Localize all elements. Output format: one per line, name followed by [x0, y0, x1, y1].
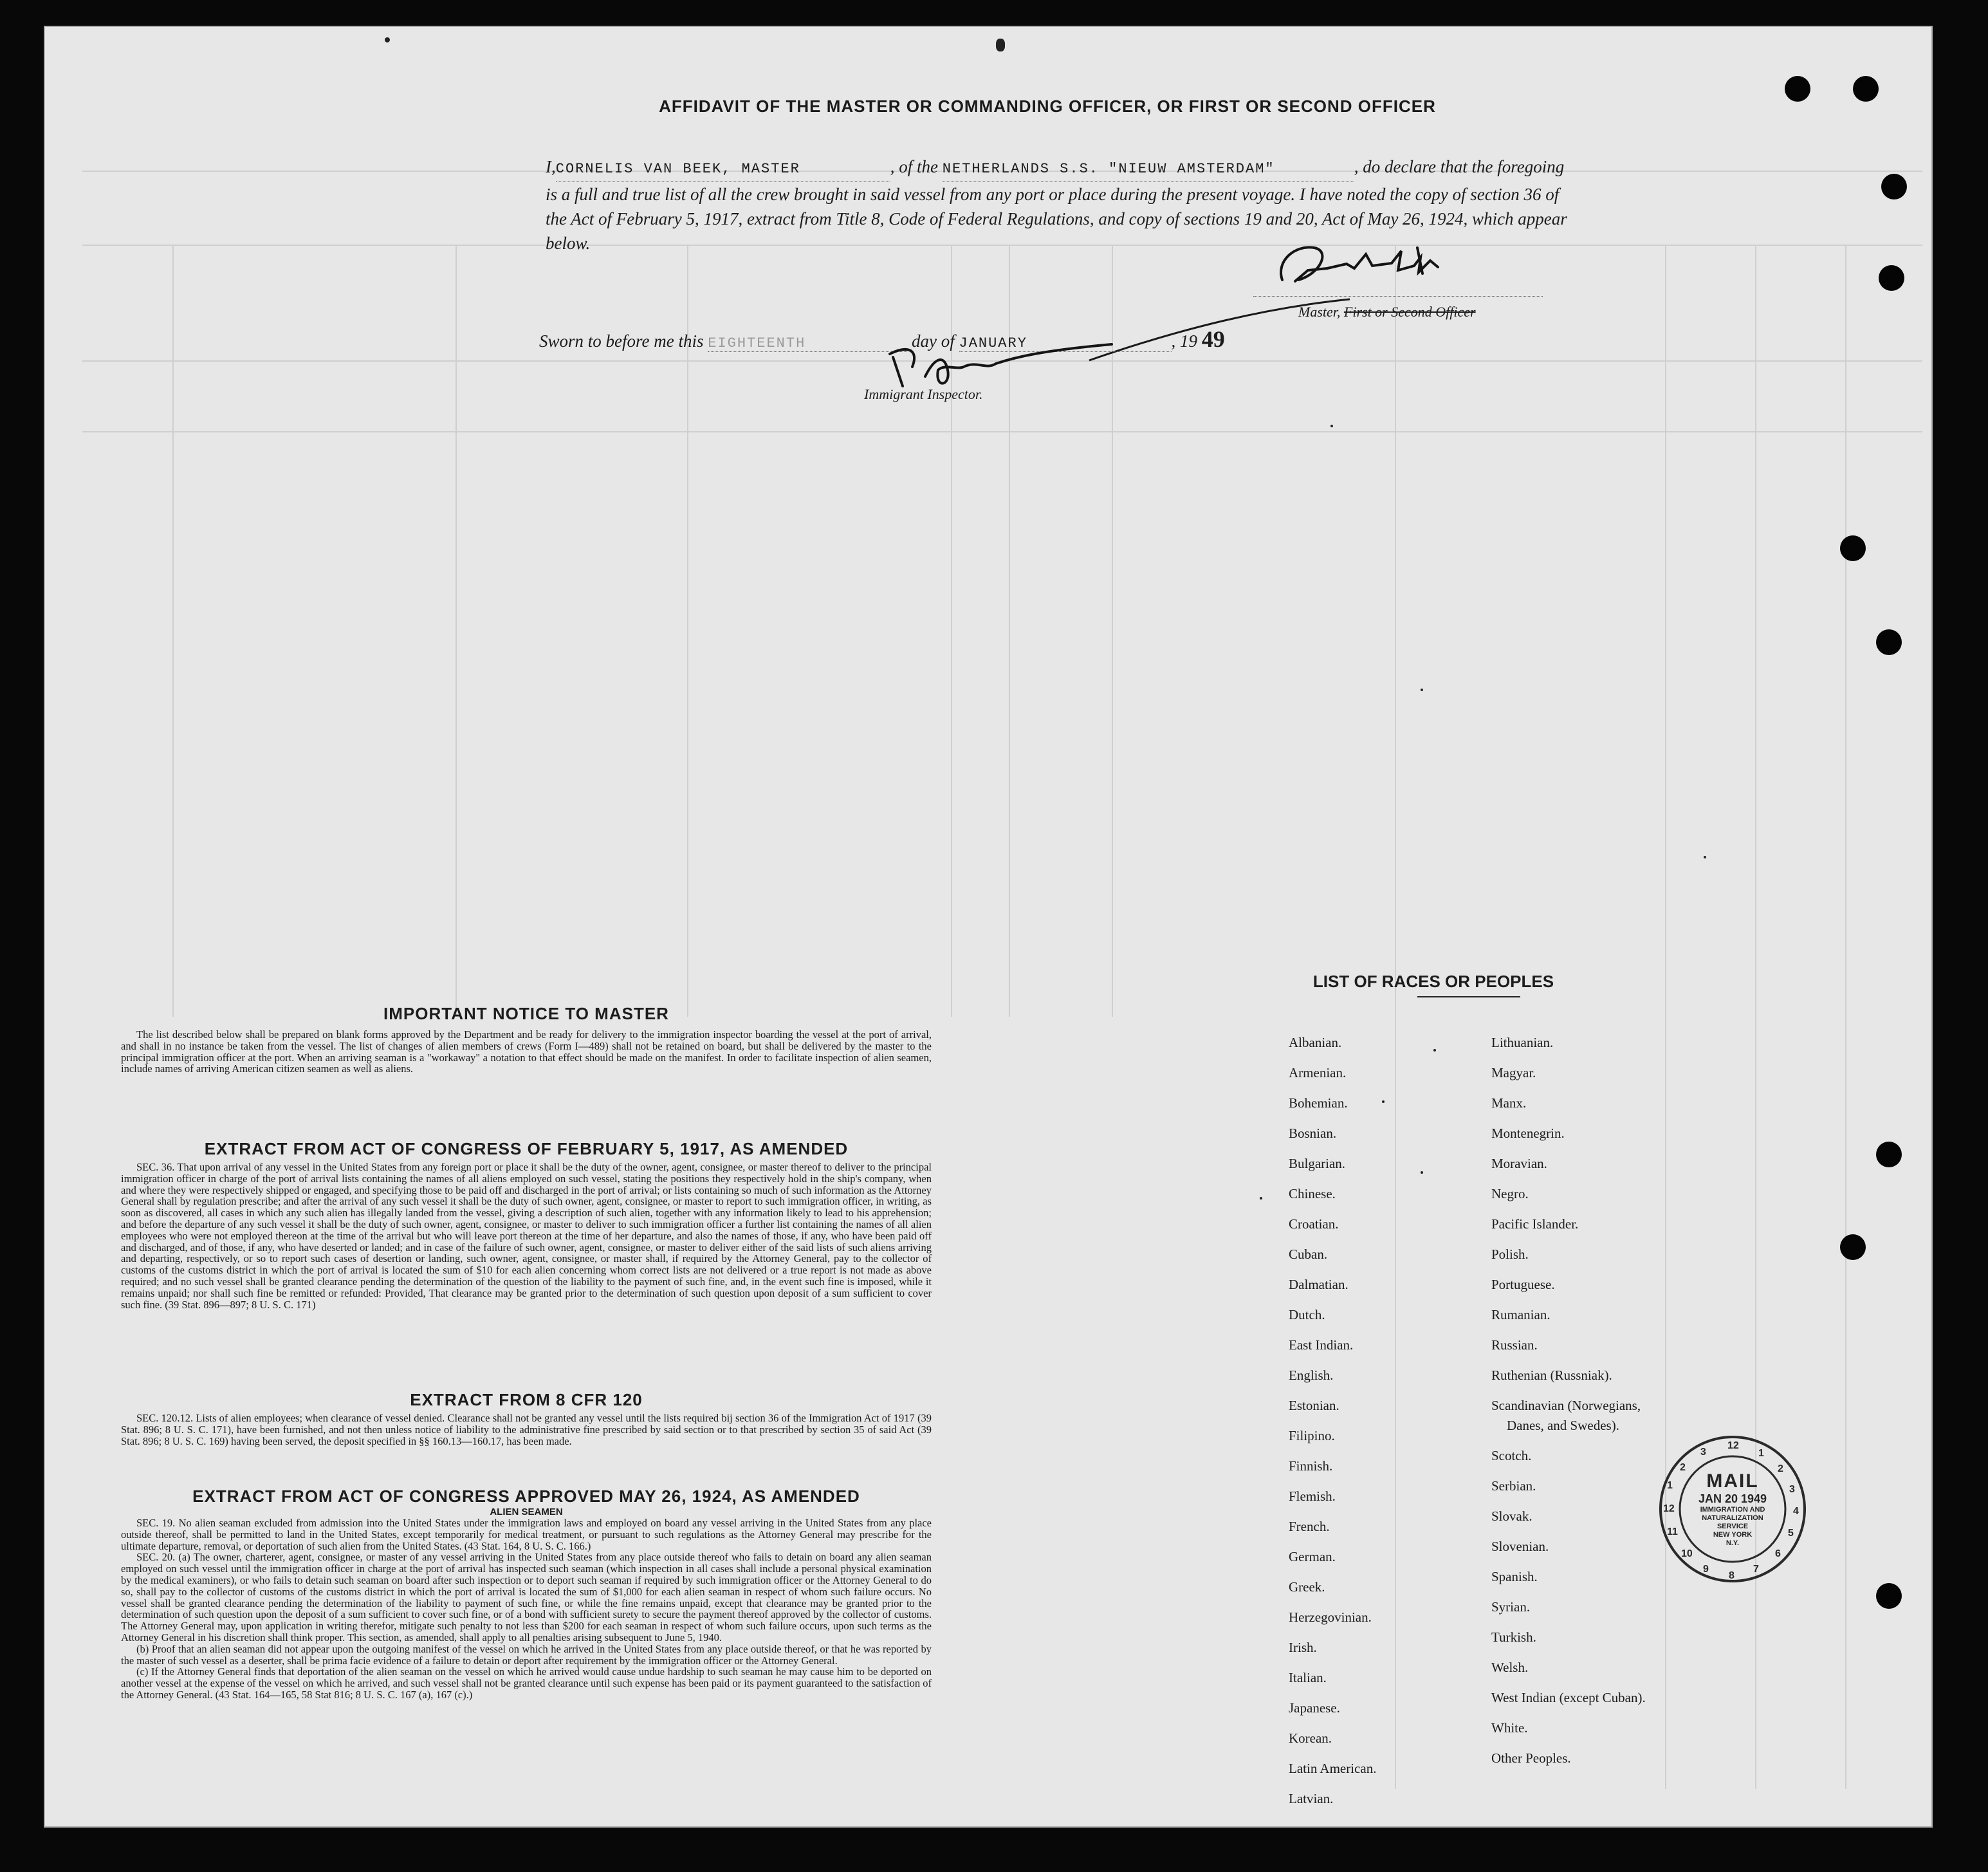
race-item: Welsh. — [1491, 1660, 1529, 1675]
binder-hole — [1881, 174, 1907, 199]
race-item: Slovenian. — [1491, 1539, 1549, 1554]
race-item: Spanish. — [1491, 1569, 1538, 1584]
svg-text:8: 8 — [1729, 1570, 1735, 1581]
year-prefix: , 19 — [1171, 331, 1197, 351]
declaration-body: that the foregoing is a full and true list of all the crew brought in said vessel from any port or place during the present voyage. I have noted the copy of section 36 of the Act of February 5, 1917, extract from Title 8, Code of Federal Regulations, and copy of sections 19 and 20, Act of May 26, 1924, which appear below. — [546, 157, 1567, 253]
svg-text:12: 12 — [1663, 1503, 1675, 1514]
race-item: Serbian. — [1491, 1478, 1536, 1494]
race-item: West Indian (except Cuban). — [1491, 1690, 1646, 1705]
binder-hole — [1876, 1583, 1902, 1609]
race-item: Portuguese. — [1491, 1277, 1555, 1292]
sworn-year-field: 49 — [1201, 326, 1225, 352]
extract-1924-title: EXTRACT FROM ACT OF CONGRESS APPROVED MAY 26, 1924, AS AMENDED — [192, 1487, 860, 1506]
binder-hole — [1876, 629, 1902, 655]
extract-8cfr-title: EXTRACT FROM 8 CFR 120 — [410, 1390, 643, 1409]
do-declare-label: , do declare — [1354, 157, 1436, 176]
stamp-date: JAN 20 1949 — [1698, 1492, 1767, 1505]
race-item: Lithuanian. — [1491, 1035, 1554, 1050]
svg-text:4: 4 — [1793, 1506, 1799, 1517]
extract-1917-text: SEC. 36. That upon arrival of any vessel in the United States from any foreign port or place it shall be the duty of the owner, agent, consignee, or master thereof to deliver to the principal immigration officer in charge of the port of arrival lists containing the names of all aliens employed on such vessel, stating the positions they respectively hold in the ship's company, when and where they were respectively shipped or engaged, and specifying those to be paid off and discharged in the port of arrival; or lists containing so much of such information as the Attorney General shall by regulation prescribe; and after the arrival of any such vessel it shall be the duty of such owner, agent, consignee, or master to report to such immigration officer, in writing, as soon as discovered, all cases in which any such alien has illegally landed from the vessel, giving a description of such alien, together with any information likely to lead to his apprehension; and before the departure of any such vessel it shall be the duty of such owner, agent, consignee, or master to deliver to such immigration officer a further list containing the names of all alien employees who were not employed thereon at the time of the arrival but who will leave port thereon at the time of her departure, and also the names of those, if any, who have been paid off and discharged, and of those, if any, who have deserted or landed; and in case of the failure of such owner, agent, consignee, or master to deliver either of the said lists of such aliens arriving and departing, respectively, or so to report such cases of desertion or landing, such owner, agent, consignee, or master shall, if required by the Attorney General, pay to the collector of customs of the customs district in which the port of arrival is located the sum of $10 for each alien concerning whom correct lists are not delivered or a true report is not made as above required; and no such vessel shall be granted clearance pending the determination of the question of the liability to the payment of such fine, and, in the event such fine is imposed, while it remains unpaid; nor shall such fine be remitted or refunded: Provided, That clearance may be granted prior to the determination of such question upon deposit of a sum sufficient to cover such fine. (39 Stat. 896—897; 8 U. S. C. 171) — [121, 1161, 932, 1311]
race-item: Cuban. — [1289, 1246, 1328, 1262]
svg-text:10: 10 — [1681, 1548, 1693, 1559]
race-item: Rumanian. — [1491, 1307, 1551, 1322]
race-item: Flemish. — [1289, 1488, 1336, 1504]
ghost-column — [1845, 245, 1846, 1789]
race-item: Chinese. — [1289, 1186, 1336, 1201]
vessel-name-field: NETHERLANDS S.S. "NIEUW AMSTERDAM" — [943, 157, 1354, 182]
ink-blot — [996, 39, 1005, 51]
master-signature — [1269, 235, 1482, 296]
race-item: Moravian. — [1491, 1156, 1547, 1171]
race-item: Manx. — [1491, 1095, 1527, 1111]
race-item: Russian. — [1491, 1337, 1538, 1353]
speck — [1421, 689, 1423, 691]
race-item: Korean. — [1289, 1730, 1332, 1746]
binder-hole — [1785, 76, 1810, 102]
master-role: Master, — [1298, 304, 1341, 320]
binder-hole — [1876, 1142, 1902, 1167]
race-item: Italian. — [1289, 1670, 1327, 1685]
race-item: Montenegrin. — [1491, 1126, 1565, 1141]
ghost-column — [456, 245, 457, 1017]
race-item: English. — [1289, 1367, 1334, 1383]
race-item: Other Peoples. — [1491, 1750, 1571, 1766]
manifest-page — [44, 26, 1933, 1828]
sworn-prefix: Sworn to before me this — [539, 331, 704, 351]
speck — [1260, 1197, 1262, 1200]
of-the-label: , of the — [890, 157, 938, 176]
affidavit-title: AFFIDAVIT OF THE MASTER OR COMMANDING OFFICER, OR FIRST OR SECOND OFFICER — [659, 97, 1436, 116]
notice-text: The list described below shall be prepared on blank forms approved by the Department and be ready for delivery to the immigration inspector boarding the vessel at the port of arrival, and shall in no instance be taken from the vessel. The list of changes of alien members of crews (Form I—489) shall not be retained on board, but shall be delivered by the master to the principal immigration officer at the port. When an arriving seaman is a "workaway" a notation to that effect should be made on the manifest. In order to facilitate inspection of alien seamen, include names of arriving American citizen seamen as well as aliens. — [121, 1028, 932, 1075]
svg-text:9: 9 — [1703, 1564, 1709, 1575]
extract-1924-sec20b: (b) Proof that an alien seaman did not appear upon the outgoing manifest of the vessel on which he arrived in the United States from any place outside thereof, or that he was reported by the master of such vessel as a deserter, shall be prima facie evidence of a failure to detain or deport after requirement by the immigration officer or the Attorney General. — [121, 1642, 932, 1667]
speck — [1704, 856, 1706, 858]
race-item: Pacific Islander. — [1491, 1216, 1579, 1232]
race-item: Filipino. — [1289, 1428, 1335, 1443]
extract-1917-title: EXTRACT FROM ACT OF CONGRESS OF FEBRUARY 5, 1917, AS AMENDED — [204, 1139, 849, 1158]
binder-hole — [1840, 1234, 1866, 1260]
officer-role-struck: First or Second Officer — [1343, 304, 1476, 320]
svg-text:6: 6 — [1775, 1548, 1781, 1559]
ghost-column — [172, 245, 174, 1017]
svg-text:3: 3 — [1700, 1447, 1706, 1458]
svg-text:1: 1 — [1667, 1480, 1673, 1491]
race-item: Ruthenian (Russniak). — [1491, 1367, 1612, 1383]
race-item: Herzegovinian. — [1289, 1609, 1372, 1625]
extract-1924-sec19: SEC. 19. No alien seaman excluded from admission into the United States under the immigration laws and employed on board any vessel arriving in the United States from any place outside thereof, shall be permitted to land in the United States, except temporarily for medical treatment, or pursuant to such regulations as the Attorney General may prescribe for the ultimate departure, removal, or deportation of such alien from the United States. (43 Stat. 164, 8 U. S. C. 166.) — [121, 1517, 932, 1552]
extract-1924-subtitle: ALIEN SEAMEN — [490, 1506, 563, 1517]
extract-8cfr-text: SEC. 120.12. Lists of alien employees; when clearance of vessel denied. Clearance shall not be granted any vessel until the lists required bij section 36 of the Immigration Act of 1917 (39 Stat. 896; 8 U. S. C. 171), have been furnished, and not then unless notice of liability to the administrative fine prescribed by said section or to that prescribed by section 35 of said Act (39 Stat. 896; 8 U. S. C. 169) having been served, the deposit specified in §§ 160.13—160.17, has been made. — [121, 1412, 932, 1447]
svg-text:1: 1 — [1758, 1448, 1764, 1459]
sworn-day-field: EIGHTEENTH — [708, 335, 907, 352]
race-item: Dutch. — [1289, 1307, 1325, 1322]
ghost-column — [1395, 245, 1396, 1789]
svg-text:11: 11 — [1667, 1526, 1678, 1537]
binder-hole — [1853, 76, 1879, 102]
inspector-label: Immigrant Inspector. — [864, 386, 983, 402]
race-item: French. — [1289, 1519, 1330, 1534]
svg-text:5: 5 — [1788, 1528, 1794, 1539]
race-item: East Indian. — [1289, 1337, 1354, 1353]
races-column-1 — [1289, 1035, 1376, 1821]
race-item: Irish. — [1289, 1640, 1317, 1655]
race-item: Estonian. — [1289, 1398, 1339, 1413]
race-item: Bulgarian. — [1289, 1156, 1346, 1171]
race-item: Scotch. — [1491, 1448, 1532, 1463]
stamp-line2: NATURALIZATION — [1702, 1514, 1763, 1522]
svg-text:2: 2 — [1778, 1463, 1783, 1474]
race-item: Japanese. — [1289, 1700, 1340, 1716]
speck — [1433, 1049, 1436, 1052]
stamp-line3: SERVICE — [1716, 1523, 1749, 1530]
svg-text:7: 7 — [1753, 1564, 1759, 1575]
speck — [1330, 425, 1333, 427]
binder-hole — [1840, 535, 1866, 561]
race-item: Turkish. — [1491, 1629, 1536, 1645]
mail-received-stamp — [1655, 1432, 1810, 1586]
race-item: Greek. — [1289, 1579, 1325, 1595]
race-item: Croatian. — [1289, 1216, 1339, 1232]
day-of-label: day of — [912, 331, 955, 351]
extract-1924-sec20c: (c) If the Attorney General finds that deportation of the alien seaman on the vessel on which he arrived would cause undue hardship to such seaman he may cause him to be deported on another vessel at the expense of the vessel on which he arrived, and such vessel shall not be granted clearance until such expense has been paid or its payment guaranteed to the satisfaction of the Attorney General. (43 Stat. 164—165, 58 Stat 816; 8 U. S. C. 167 (a), 167 (c).) — [121, 1665, 932, 1701]
races-rule — [1417, 996, 1520, 997]
master-name-field: CORNELIS VAN BEEK, MASTER — [556, 157, 890, 182]
notice-title: IMPORTANT NOTICE TO MASTER — [383, 1004, 669, 1023]
speck — [1382, 1100, 1385, 1103]
ghost-column — [687, 245, 688, 1017]
race-item: Danes, and Swedes). — [1507, 1418, 1619, 1433]
race-item: Albanian. — [1289, 1035, 1342, 1050]
race-item: Bohemian. — [1289, 1095, 1348, 1111]
stamp-line4: NEW YORK — [1713, 1531, 1753, 1539]
race-item: Finnish. — [1289, 1458, 1333, 1474]
race-item: Armenian. — [1289, 1065, 1347, 1080]
svg-text:12: 12 — [1727, 1440, 1739, 1451]
stamp-line1: IMMIGRATION AND — [1700, 1506, 1765, 1514]
race-item: Magyar. — [1491, 1065, 1536, 1080]
speck — [1421, 1171, 1423, 1174]
race-item: Slovak. — [1491, 1508, 1532, 1524]
svg-text:2: 2 — [1680, 1462, 1686, 1473]
race-item: White. — [1491, 1720, 1528, 1736]
ghost-form-number — [1904, 39, 1907, 70]
ghost-rule — [82, 431, 1922, 432]
race-item: Syrian. — [1491, 1599, 1531, 1615]
declaration-prefix: I, — [546, 157, 556, 176]
race-item: Polish. — [1491, 1246, 1529, 1262]
svg-text:3: 3 — [1789, 1484, 1795, 1495]
stamp-mail: MAIL — [1706, 1470, 1759, 1492]
binder-hole — [1879, 265, 1904, 291]
speck — [385, 37, 390, 42]
race-item: Latvian. — [1289, 1791, 1334, 1806]
race-item: Latin American. — [1289, 1761, 1377, 1776]
races-column-2 — [1491, 1035, 1646, 1781]
race-item: Negro. — [1491, 1186, 1529, 1201]
race-item: Bosnian. — [1289, 1126, 1337, 1141]
race-item: German. — [1289, 1549, 1336, 1564]
race-item: Scandinavian (Norwegians, — [1491, 1398, 1641, 1413]
race-item: Dalmatian. — [1289, 1277, 1348, 1292]
stamp-line5: N.Y. — [1726, 1539, 1740, 1547]
extract-1924-sec20a: SEC. 20. (a) The owner, charterer, agent, consignee, or master of any vessel arriving in the United States from any place outside thereof who fails to detain on board any alien seaman employed on such vessel until the immigration officer in charge at the port of arrival has inspected such seaman (which inspection in all cases shall include a personal physical examination by the medical examiners), or who fails to detain such seaman on board after such inspection or to deport such seaman if required by such immigration officer or the Attorney General to do so, shall pay to the collector of customs of the customs district in which the port of arrival is located the sum of $1,000 for each alien seaman in respect of whom such failure occurs. No vessel shall be granted clearance pending the determination of the liability to payment of such fine, or while the fine remains unpaid, except that clearance may be granted prior to the determination of such question upon the deposit of a sum sufficient to cover such fine, or of a bond with sufficient surety to secure the payment thereof approved by the collector of customs. The Attorney General may, upon application in writing therefor, mitigate such penalty to not less than $200 for each seaman in respect of whom such failure occurs, upon such terms as the Attorney General in his discretion shall think proper. This section, as amended, shall apply to all penalties arising subsequent to June 5, 1940. — [121, 1551, 932, 1644]
sworn-month-field: JANUARY — [959, 335, 1172, 352]
races-title: LIST OF RACES OR PEOPLES — [1312, 972, 1554, 991]
